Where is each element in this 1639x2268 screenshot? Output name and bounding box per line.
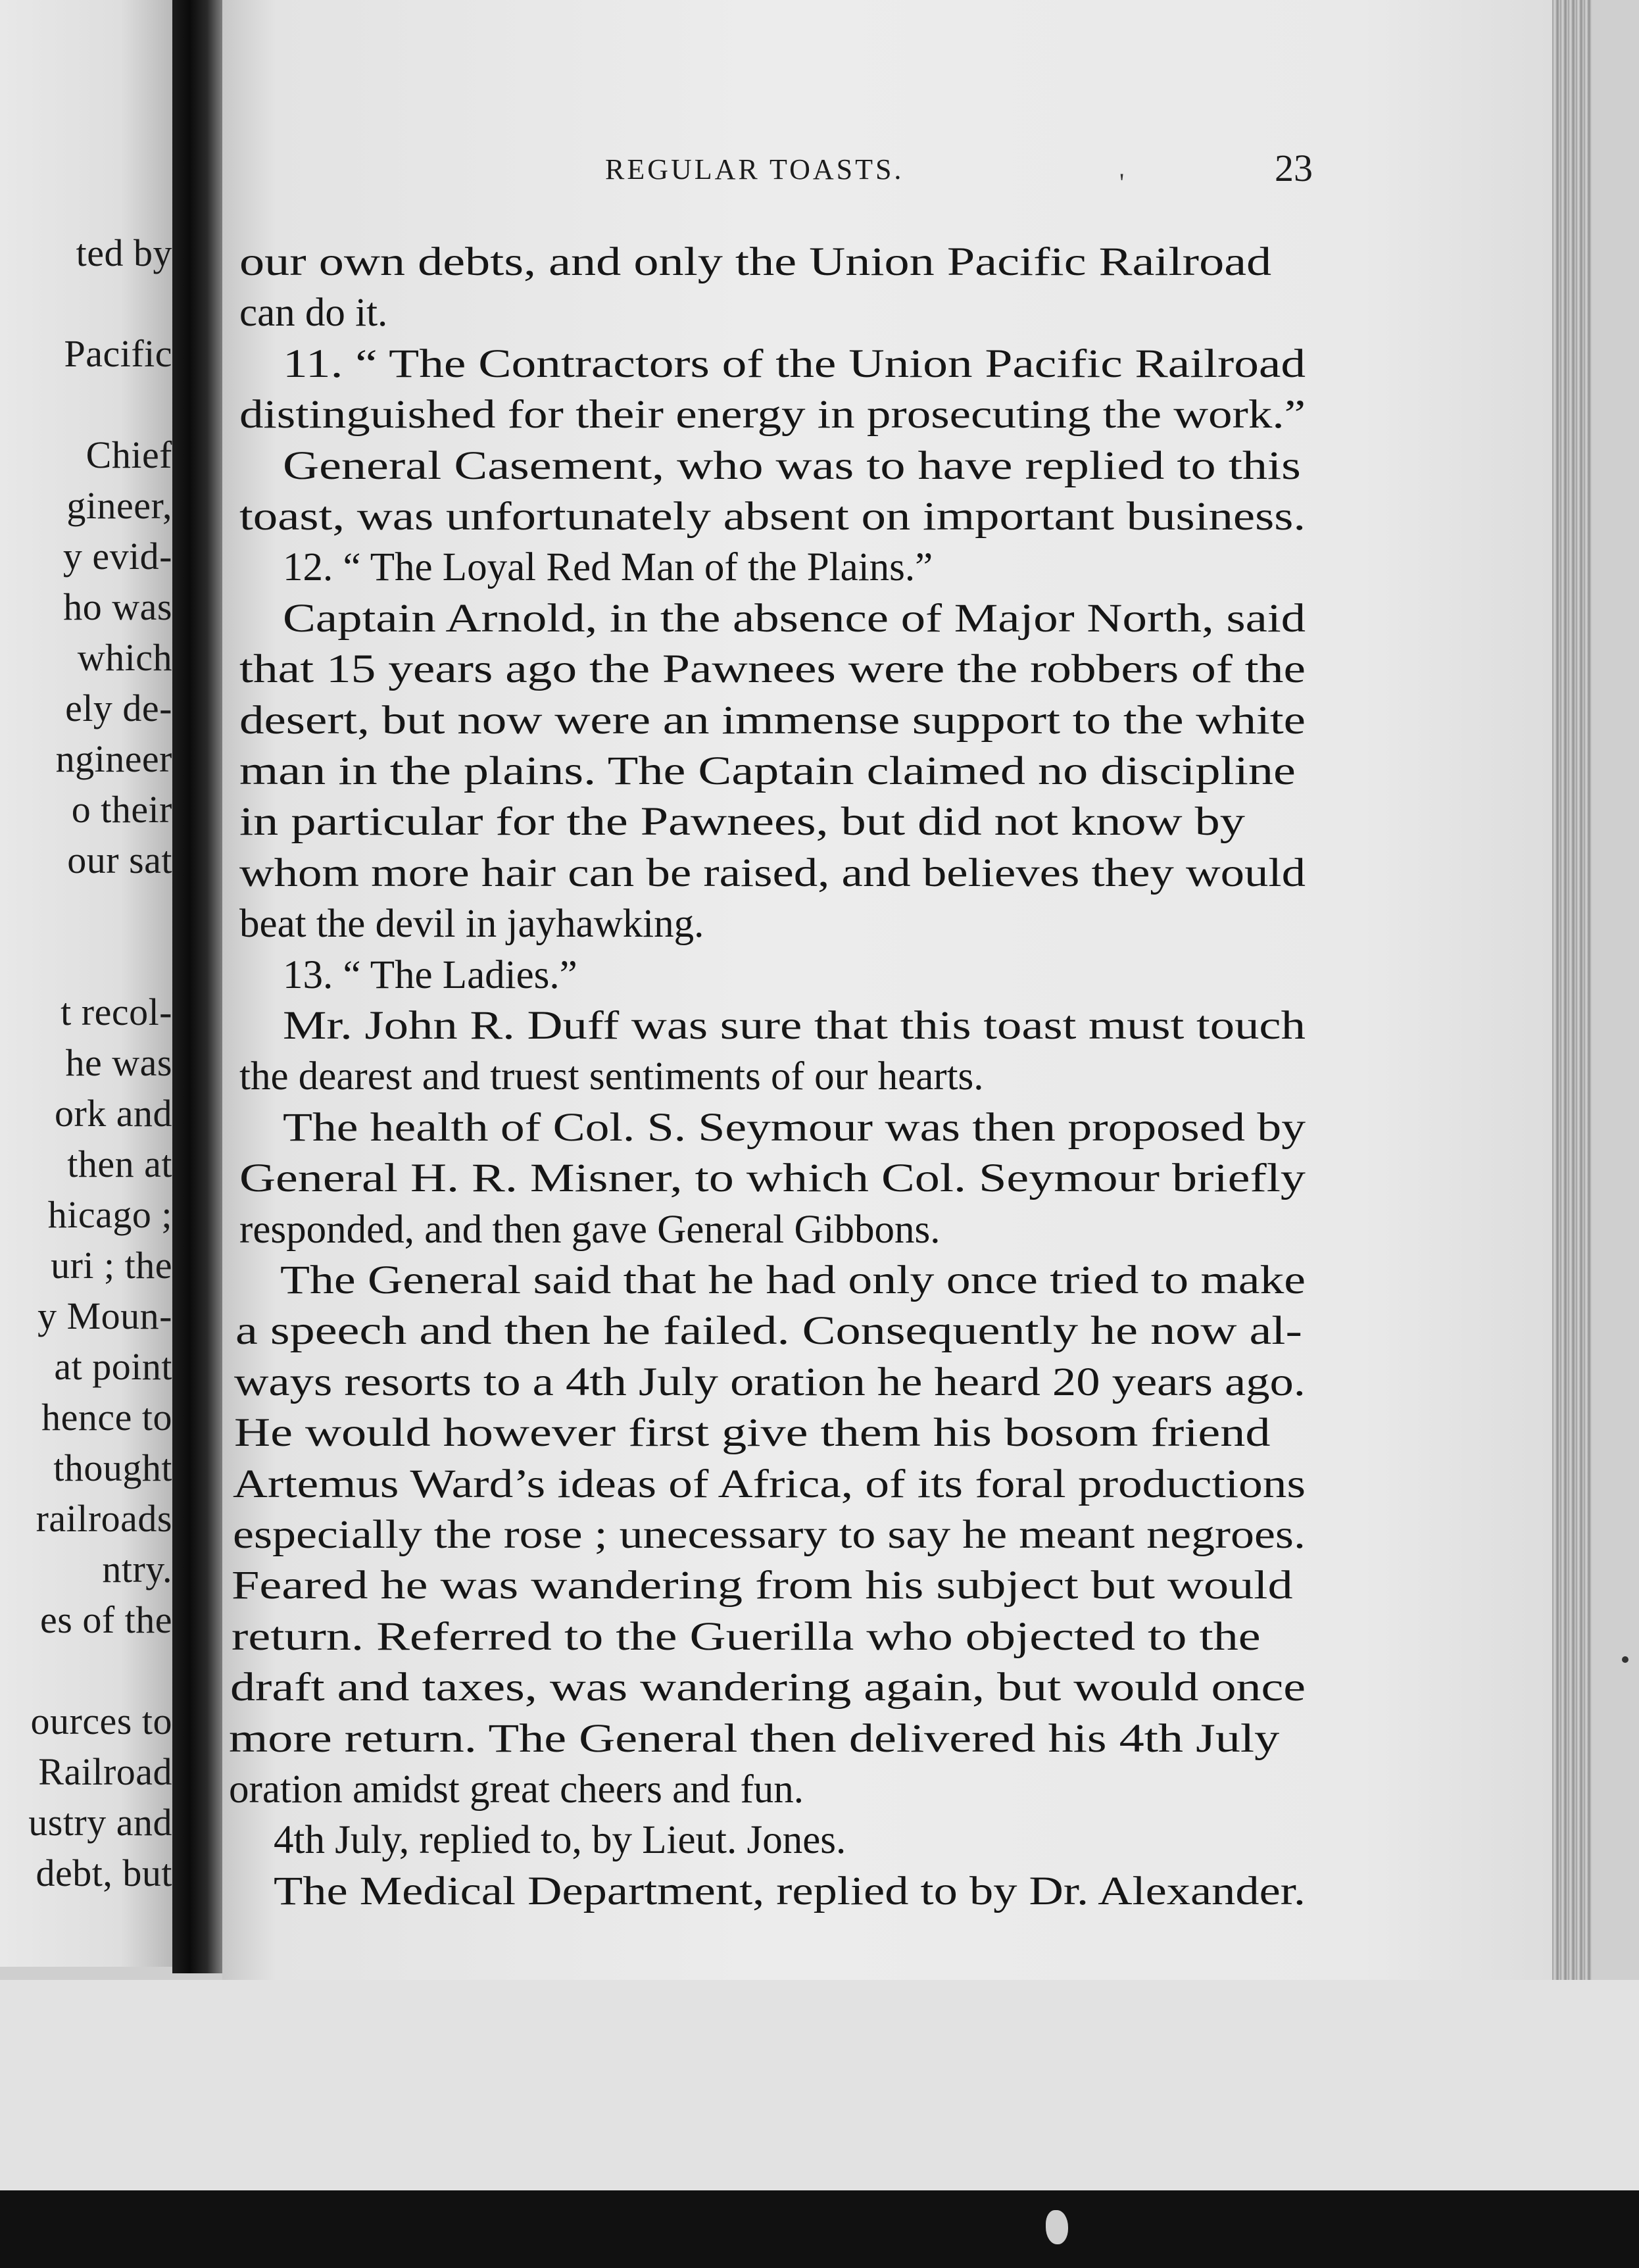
body-line: 4th July, replied to, by Lieut. Jones.: [274, 1818, 846, 1863]
facing-page-line: o their: [71, 788, 172, 831]
facing-page-line: ngineer: [55, 737, 172, 780]
body-line: 12. “ The Loyal Red Man of the Plains.”: [283, 545, 933, 590]
scan-speck: [1622, 1656, 1628, 1663]
facing-page-line: ources to: [30, 1700, 172, 1742]
facing-page-line: then at: [67, 1143, 172, 1185]
body-line: whom more hair can be raised, and believes they would: [239, 851, 1306, 895]
facing-page-line: uri ; the: [51, 1244, 172, 1287]
body-line: beat the devil in jayhawking.: [239, 902, 704, 947]
body-line: can do it.: [239, 291, 388, 335]
facing-page-line: ho was: [63, 585, 172, 628]
body-line: toast, was unfortunately absent on important business.: [239, 495, 1306, 539]
facing-page-line: railroads: [36, 1497, 172, 1540]
facing-page-line: ork and: [54, 1092, 172, 1135]
facing-page-line: y evid-: [62, 535, 172, 578]
stray-mark: ': [1119, 168, 1125, 197]
body-line: Captain Arnold, in the absence of Major North, said: [283, 596, 1306, 641]
page-number: 23: [1275, 147, 1313, 189]
body-line: The Medical Department, replied to by Dr. Alexander.: [274, 1869, 1306, 1913]
facing-page-line: ntry.: [102, 1548, 172, 1590]
body-line: Feared he was wandering from his subject but would: [232, 1564, 1293, 1608]
facing-page-line: hicago ;: [47, 1193, 172, 1236]
facing-page-line: ustry and: [28, 1801, 172, 1844]
body-line: especially the rose ; unecessary to say he meant negroes.: [233, 1513, 1306, 1557]
body-line: He would however first give them his bosom friend: [234, 1411, 1271, 1456]
facing-page-line: es of the: [40, 1598, 172, 1641]
body-line: more return. The General then delivered his 4th July: [229, 1716, 1280, 1761]
facing-page-line: our sat: [67, 839, 172, 881]
body-line: draft and taxes, was wandering again, but would once: [230, 1665, 1306, 1710]
body-line: responded, and then gave General Gibbons.: [239, 1207, 941, 1252]
body-line: distinguished for their energy in prosecuting the work.”: [239, 393, 1306, 437]
body-line: General H. R. Misner, to which Col. Seymour briefly: [239, 1156, 1306, 1201]
body-line: in particular for the Pawnees, but did not know by: [239, 800, 1245, 845]
page-edges: [1552, 0, 1592, 1993]
facing-page-line: y Moun-: [37, 1294, 172, 1337]
body-line: The General said that he had only once tried to make: [280, 1258, 1306, 1302]
body-line: Artemus Ward’s ideas of Africa, of its foral productions: [233, 1462, 1306, 1506]
binding-gutter: [172, 0, 230, 1973]
facing-page-line: gineer,: [66, 484, 172, 527]
body-line: return. Referred to the Guerilla who objected to the: [232, 1614, 1261, 1659]
facing-page-line: ely de-: [65, 687, 172, 729]
scan-artifact: [1046, 2210, 1068, 2244]
facing-page-line: ted by: [76, 232, 172, 274]
body-line: desert, but now were an immense support to the white: [239, 698, 1306, 743]
facing-page-line: thought: [53, 1446, 172, 1489]
facing-page-line: which: [77, 636, 172, 679]
body-line: General Casement, who was to have replied to this: [283, 443, 1301, 488]
body-line: ways resorts to a 4th July oration he heard 20 years ago.: [234, 1360, 1306, 1404]
facing-page-line: Chief: [86, 433, 172, 476]
body-line: The health of Col. S. Seymour was then proposed by: [283, 1105, 1306, 1150]
body-line: that 15 years ago the Pawnees were the robbers of the: [239, 647, 1306, 692]
facing-page-line: Railroad: [38, 1750, 172, 1793]
body-line: 11. “ The Contractors of the Union Pacific Railroad: [283, 341, 1306, 386]
body-line: a speech and then he failed. Consequently he now al-: [235, 1309, 1302, 1354]
body-line: oration amidst great cheers and fun.: [229, 1767, 804, 1812]
facing-page-line: at point: [54, 1345, 172, 1388]
body-line: our own debts, and only the Union Pacific Railroad: [239, 240, 1272, 284]
facing-page-line: t recol-: [61, 991, 172, 1033]
running-head: REGULAR TOASTS.: [605, 153, 904, 185]
body-line: 13. “ The Ladies.”: [283, 952, 577, 997]
scan-bottom-border: [0, 2190, 1639, 2268]
facing-page: [0, 0, 172, 1967]
body-line: the dearest and truest sentiments of our hearts.: [239, 1054, 984, 1099]
facing-page-line: hence to: [41, 1396, 172, 1439]
body-line: Mr. John R. Duff was sure that this toast must touch: [283, 1004, 1306, 1048]
scan-margin: [0, 1980, 1639, 2190]
facing-page-line: he was: [65, 1041, 172, 1084]
body-line: man in the plains. The Captain claimed no discipline: [239, 749, 1296, 793]
facing-page-line: debt, but: [36, 1852, 172, 1894]
facing-page-line: Pacific: [64, 332, 172, 375]
